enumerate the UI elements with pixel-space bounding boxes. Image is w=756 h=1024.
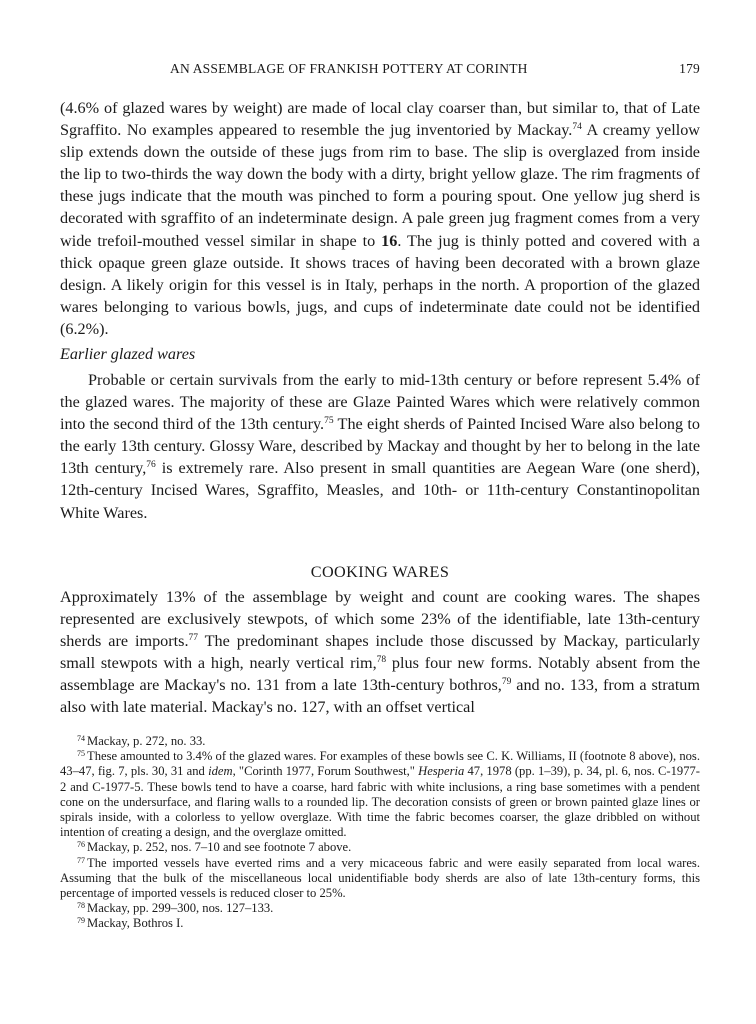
footnote-ref-76[interactable]: 76 <box>146 460 156 471</box>
running-title: AN ASSEMBLAGE OF FRANKISH POTTERY AT CORINTH <box>170 61 528 76</box>
section-heading-cooking-wares: COOKING WARES <box>310 563 450 581</box>
footnote-77: $^{77}$ The imported vessels have everted rims and a very micaceous fabric and were easily separated from local wares. Assuming that the bulk of the miscellaneous local unidentifiable body sherds are also of late 13th-century forms, this percentage of imported vessels is reduced closer to 25%. <box>60 855 700 901</box>
paragraph-earlier-glazed-wares: Probable or certain survivals from the early to mid-13th century or before represent 5.4% of the glazed wares. The majority of these are Glaze Painted Wares which were relatively common into the second third of the 13th century.$^{75}$ The eight sherds of Painted Incised Ware also belong to the early 13th century. Glossy Ware, described by Mackay and thought by her to belong in the late 13th century,$^{76}$ is extremely rare. Also present in small quantities are Aegean Ware (one sherd), 12th-century Incised Wares, Sgraffito, Measles, and 10th- or 11th-century Constantinopolitan White Wares. <box>60 371 700 522</box>
footnote-ref-75[interactable]: 75 <box>324 416 334 427</box>
footnote-78: $^{78}$ Mackay, pp. 299–300, nos. 127–133. <box>77 901 274 916</box>
footnote-75: $^{75}$ These amounted to 3.4% of the glazed wares. For examples of these bowls see C. K. Williams, II (footnote 8 above), nos. 43–47, fig. 7, pls. 30, 31 and idem, "Corinth 1977, Forum Southwest," Hesperia 47, 1978 (pp. 1–39), p. 34, pl. 6, nos. C-1977-2 and C-1977-5. These bowls tend to have a coarse, hard fabric with white inclusions, a ring base sometimes with a pendent cone on the undersurface, and flaring walls to a rounded lip. The decoration consists of green or brown painted glaze lines or spirals inside, with a colorless to yellow overglaze. With time the fabric becomes coarser, the glaze dribbled on without intention of creating a design, and the overglaze omitted. <box>60 749 700 840</box>
paragraph-cooking-wares: Approximately 13% of the assemblage by weight and count are cooking wares. The shapes represented are exclusively stewpots, of which some 23% of the identifiable, late 13th-century sherds are imports.$^{77}$ The predominant shapes include those discussed by Mackay, particularly small stewpots with a high, nearly vertical rim,$^{78}$ plus four new forms. Notably absent from the assemblage are Mackay's no. 131 from a late 13th-century bothros,$^{79}$ and no. 133, from a stratum also with late material. Mackay's no. 127, with an offset vertical <box>60 588 700 717</box>
catalogue-number: 16 <box>381 231 398 250</box>
page-number: 179 <box>679 61 700 76</box>
subheading-earlier-glazed-wares: Earlier glazed wares <box>60 345 196 363</box>
footnote-ref-74[interactable]: 74 <box>572 122 582 133</box>
paragraph-glazed-jugs: (4.6% of glazed wares by weight) are made of local clay coarser than, but similar to, that of Late Sgraffito. No examples appeared to resemble the jug inventoried by Mackay.$^{74}$ A creamy yellow slip extends down the outside of these jugs from rim to base. The slip is overglazed from inside the lip to two-thirds the way down the body with a dirty, bright yellow glaze. The rim fragments of these jugs indicate that the mouth was pinched to form a pouring spout. One yellow jug sherd is decorated with sgraffito of an indeterminate design. A pale green jug fragment comes from a very wide trefoil-mouthed vessel similar in shape to 16. The jug is thinly potted and covered with a thick opaque green glaze outside. It shows traces of having been decorated with a brown glaze design. A likely origin for this vessel is in Italy, perhaps in the north. A proportion of the glazed wares belonging to various bowls, jugs, and cups of indeterminate date could not be identified (6.2%). <box>60 99 700 338</box>
footnote-79: $^{79}$ Mackay, Bothros I. <box>77 916 184 931</box>
footnote-ref-77[interactable]: 77 <box>188 633 198 644</box>
footnote-76: $^{76}$ Mackay, p. 252, nos. 7–10 and see footnote 7 above. <box>77 840 352 855</box>
footnote-74: $^{74}$ Mackay, p. 272, no. 33. <box>77 734 206 748</box>
running-head <box>60 61 700 79</box>
footnote-ref-79[interactable]: 79 <box>501 677 512 688</box>
footnote-ref-78[interactable]: 78 <box>376 655 387 666</box>
footnotes <box>60 734 700 932</box>
